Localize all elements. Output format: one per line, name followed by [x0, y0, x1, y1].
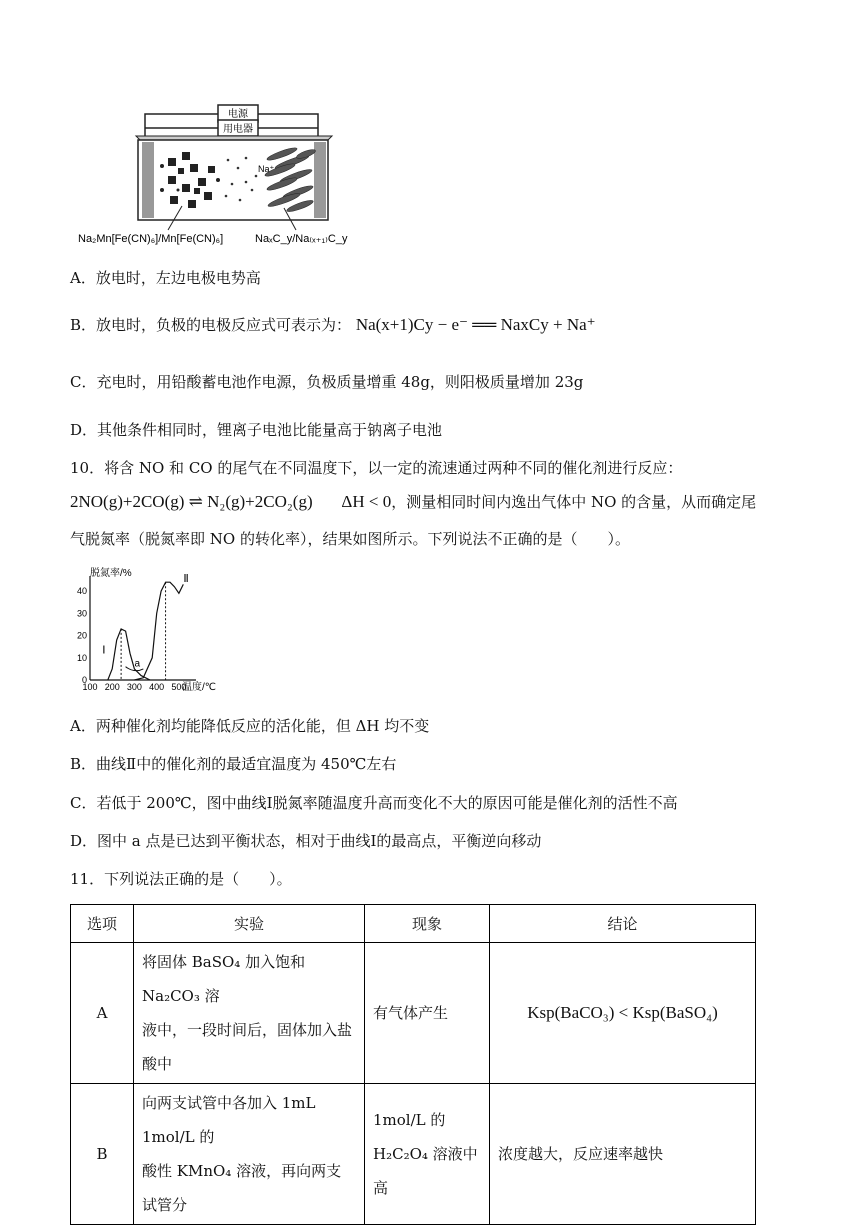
y-tick-label: 30 [76, 608, 87, 619]
q10-option-a: A．两种催化剂均能降低反应的活化能，但 ΔH 均不变 [70, 717, 430, 735]
row-b-experiment [134, 1084, 365, 1225]
appliance-label: 用电器 [223, 124, 253, 135]
series-I-line [108, 629, 150, 680]
q9-option-b-formula: Na(x+1)Cy − e⁻ ══ NaxCy + Na⁺ [355, 315, 596, 334]
row-b-experiment-line2: 酸性 KMnO₄ 溶液，再向两支试管分 [142, 1162, 342, 1214]
row-b-experiment-line1: 向两支试管中各加入 1mL 1mol/L 的 [142, 1094, 316, 1146]
x-tick-label: 400 [149, 682, 165, 692]
row-b-phenomenon [365, 1084, 490, 1225]
header-conclusion: 结论 [490, 905, 756, 943]
q9-option-b [70, 315, 596, 335]
y-axis-label: 脱氮率/% [90, 568, 132, 579]
q10-option-b: B．曲线Ⅱ中的催化剂的最适宜温度为 450℃左右 [70, 755, 397, 773]
row-b-conclusion: 浓度越大，反应速率越快 [490, 1084, 756, 1225]
sodium-ion-label: Na⁺ [258, 164, 275, 174]
q10-equation-line [70, 492, 756, 512]
x-tick-label: 300 [126, 682, 142, 692]
row-a-experiment-line2: 液中，一段时间后，固体加入盐酸中 [142, 1021, 353, 1073]
table-header-row [71, 905, 756, 943]
power-label: 电源 [228, 109, 248, 120]
table-row [71, 943, 756, 1084]
q9-option-c: C．充电时，用铅酸蓄电池作电源，负极质量增重 48g，则阳极质量增加 23g [70, 373, 584, 391]
denitrification-chart [76, 566, 236, 698]
point-a-label: a [134, 658, 141, 670]
table-row [71, 1084, 756, 1225]
row-b-option: B [71, 1084, 134, 1225]
row-a-option: A [71, 943, 134, 1084]
header-option: 选项 [71, 905, 134, 943]
q10-equation: 2NO(g)+2CO(g) ⇌ N₂(g)+2CO₂(g) [70, 492, 313, 511]
row-b-phenomenon-line1: 1mol/L 的 [373, 1111, 446, 1129]
y-tick-label: 20 [76, 630, 87, 641]
series-I-label: Ⅰ [102, 644, 106, 657]
row-a-experiment [134, 943, 365, 1084]
q10-stem-cont1: ，测量相同时间内逸出气体中 NO 的含量，从而确定尾 [391, 493, 757, 511]
y-tick-label: 40 [76, 586, 87, 597]
q10-option-d: D．图中 a 点是已达到平衡状态，相对于曲线Ⅰ的最高点，平衡逆向移动 [70, 832, 542, 850]
header-experiment: 实验 [134, 905, 365, 943]
q11-stem: 11．下列说法正确的是（ ）。 [70, 870, 292, 888]
q9-option-b-text: B．放电时，负极的电极反应式可表示为： [70, 316, 352, 334]
q10-delta-h: ΔH < 0 [341, 492, 392, 511]
row-a-phenomenon [365, 943, 490, 1084]
q9-option-a: A．放电时，左边电极电势高 [70, 269, 261, 287]
q10-stem-cont2: 气脱氮率（脱氮率即 NO 的转化率），结果如图所示。下列说法不正确的是（ ）。 [70, 530, 630, 548]
series-II-label: Ⅱ [183, 573, 189, 586]
row-a-experiment-line1: 将固体 BaSO₄ 加入饱和 Na₂CO₃ 溶 [142, 953, 306, 1005]
q10-stem: 10．将含 NO 和 CO 的尾气在不同温度下，以一定的流速通过两种不同的催化剂进行反应： [70, 459, 683, 477]
q11-table [70, 904, 756, 1225]
battery-diagram [70, 96, 360, 246]
series-II-line [134, 582, 183, 680]
y-tick-label: 10 [76, 652, 87, 663]
row-a-conclusion: Ksp(BaCO₃) < Ksp(BaSO₄) [490, 943, 756, 1084]
header-phenomenon: 现象 [365, 905, 490, 943]
q10-option-c: C．若低于 200℃，图中曲线Ⅰ脱氮率随温度升高而变化不大的原因可能是催化剂的活性不高 [70, 794, 678, 812]
q9-option-d: D．其他条件相同时，锂离子电池比能量高于钠离子电池 [70, 421, 443, 439]
x-tick-label: 100 [82, 682, 98, 692]
right-electrode-caption: NaₓC_y/Na₍ₓ₊₁₎C_y [255, 233, 348, 245]
x-tick-label: 200 [104, 682, 120, 692]
x-tick-label: 500 [171, 682, 187, 692]
x-axis-label: 温度/℃ [182, 682, 217, 693]
left-electrode [142, 142, 154, 218]
row-b-phenomenon-line2: H₂C₂O₄ 溶液中高 [373, 1145, 478, 1197]
left-electrode-caption: Na₂Mn[Fe(CN)₆]/Mn[Fe(CN)₆] [78, 233, 224, 245]
right-electrode [314, 142, 326, 218]
y-tick-label: 0 [81, 675, 87, 685]
row-a-phenomenon-line1: 有气体产生 [373, 1004, 449, 1022]
